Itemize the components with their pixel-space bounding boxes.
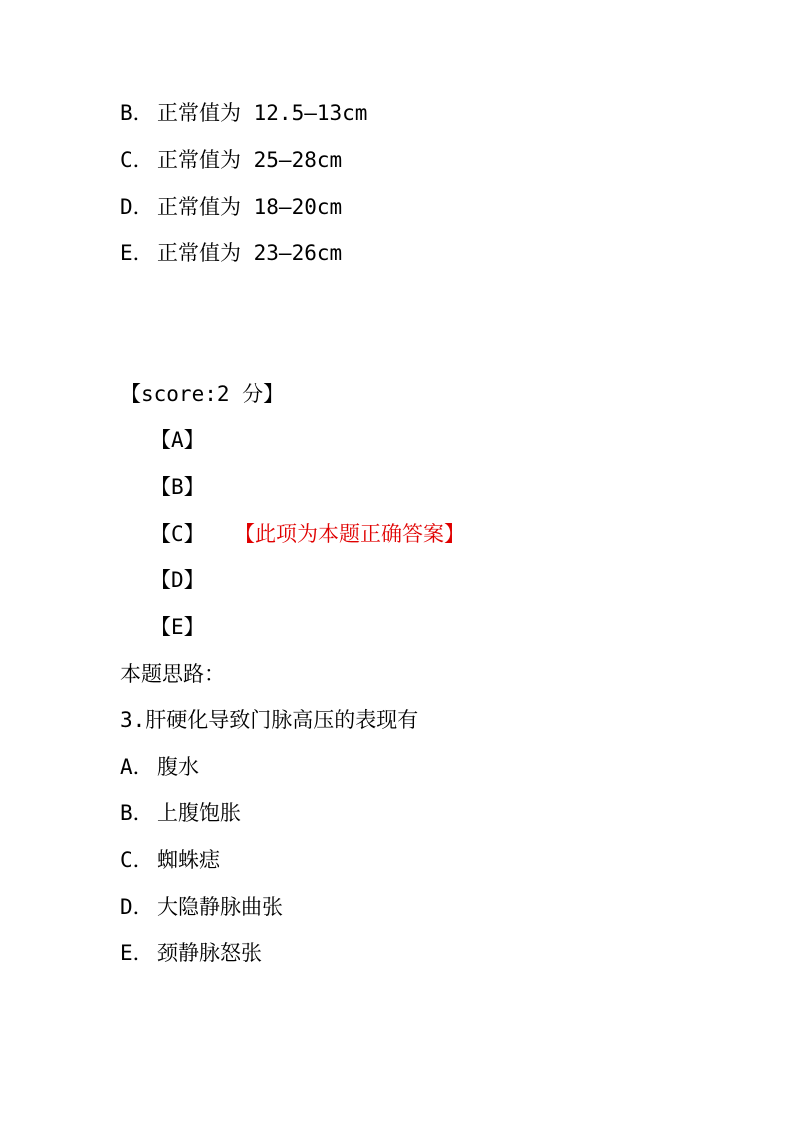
option-text: 大隐静脉曲张 [157, 895, 283, 919]
analysis-label: 本题思路： [120, 662, 225, 686]
option-prefix: D． [120, 195, 154, 219]
q2-option-b [120, 99, 367, 127]
option-text: 正常值为 12.5—13cm [157, 101, 368, 125]
q3-option-c [120, 846, 220, 874]
option-prefix: C． [120, 848, 154, 872]
score-label: 【score:2 分】 [120, 382, 285, 406]
correct-answer-note: 【此项为本题正确答案】 [234, 522, 465, 546]
q2-option-c [120, 146, 342, 174]
option-text: 腹水 [157, 755, 199, 779]
answer-mark-b: 【B】 [150, 475, 205, 499]
answer-mark-e: 【E】 [150, 615, 205, 639]
option-text: 正常值为 18—20cm [157, 195, 343, 219]
option-prefix: B． [120, 801, 154, 825]
answer-mark-c: 【C】 [150, 522, 205, 546]
q3-option-a [120, 753, 199, 781]
option-text: 正常值为 25—28cm [157, 148, 343, 172]
answer-row-c [150, 520, 650, 548]
option-prefix: E． [120, 241, 154, 265]
option-prefix: B． [120, 101, 154, 125]
q2-option-d [120, 193, 342, 221]
answer-mark-d: 【D】 [150, 568, 205, 592]
answer-mark-a: 【A】 [150, 428, 205, 452]
option-text: 正常值为 23—26cm [157, 241, 343, 265]
option-prefix: A． [120, 755, 154, 779]
q3-question: 3.肝硬化导致门脉高压的表现有 [120, 708, 419, 732]
option-prefix: E． [120, 941, 154, 965]
q2-option-e [120, 239, 342, 267]
option-text: 上腹饱胀 [157, 801, 241, 825]
option-prefix: C． [120, 148, 154, 172]
q3-option-e [120, 939, 262, 967]
option-text: 蜘蛛痣 [157, 848, 220, 872]
q3-option-b [120, 799, 241, 827]
q3-option-d [120, 893, 283, 921]
option-text: 颈静脉怒张 [157, 941, 262, 965]
option-prefix: D． [120, 895, 154, 919]
